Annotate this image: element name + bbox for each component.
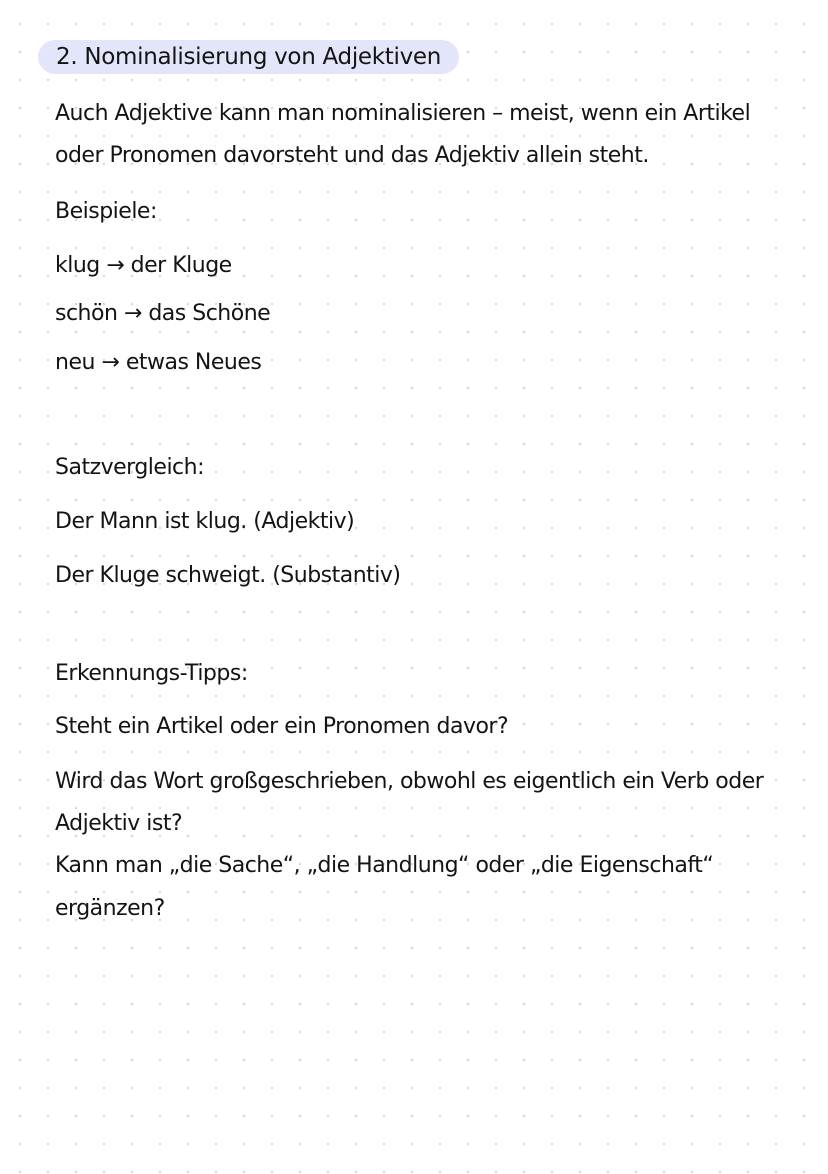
examples-label: Beispiele: [55, 199, 157, 224]
example-item: neu → etwas Neues [55, 350, 262, 375]
example-item: schön → das Schöne [55, 301, 271, 326]
intro-line-1: Auch Adjektive kann man nominalisieren – meist, wenn ein Artikel [55, 101, 751, 126]
comparison-item: Der Mann ist klug. (Adjektiv) [55, 509, 355, 534]
tip-line: Wird das Wort großgeschrieben, obwohl es eigentlich ein Verb oder [55, 769, 764, 794]
tip-line: Kann man „die Sache“, „die Handlung“ oder „die Eigenschaft“ [55, 853, 714, 878]
example-item: klug → der Kluge [55, 253, 232, 278]
tip-line: Adjektiv ist? [55, 811, 183, 836]
tip-line: ergänzen? [55, 896, 165, 921]
comparison-item: Der Kluge schweigt. (Substantiv) [55, 563, 401, 588]
comparison-label: Satzvergleich: [55, 455, 205, 480]
section-heading-highlight [38, 40, 459, 74]
tips-label: Erkennungs-Tipps: [55, 661, 248, 686]
tip-line: Steht ein Artikel oder ein Pronomen davor? [55, 714, 509, 739]
section-heading: 2. Nominalisierung von Adjektiven [56, 44, 442, 70]
intro-line-2: oder Pronomen davorsteht und das Adjektiv allein steht. [55, 143, 649, 168]
